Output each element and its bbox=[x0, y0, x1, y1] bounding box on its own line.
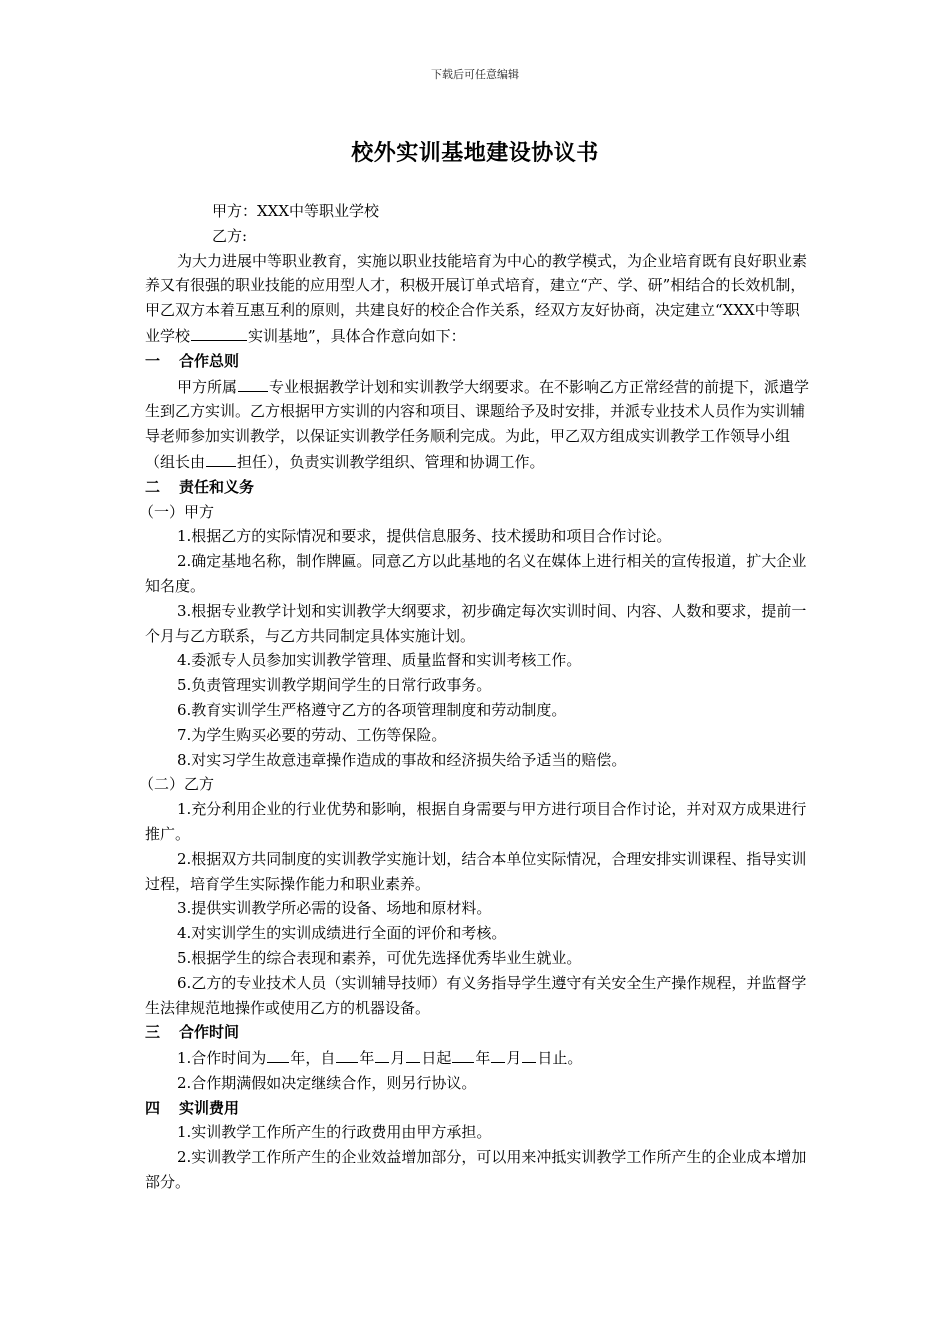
section-heading-1: 一 合作总则 bbox=[145, 351, 240, 370]
blank-start-month bbox=[375, 1045, 389, 1063]
subheading-party-a: （一）甲方 bbox=[139, 502, 215, 521]
intro-text-1: 为大力进展中等职业教育，实施以职业技能培育为中心的教学模式，为企业培育既有良好职业素养又有很强的职业技能的应用型人才，积极开展订单式培育，建立“产、学、研”相结合的长效机制，甲乙双方本着互惠互利的原则，共建良好的校企合作关系，经双方友好协商，决定建立“XXX中等职业学校 bbox=[145, 251, 808, 345]
blank-start-day bbox=[406, 1045, 420, 1063]
party-b: 乙方: bbox=[212, 226, 248, 245]
list-item: 4.对实训学生的实训成绩进行全面的评价和考核。 bbox=[177, 924, 507, 943]
blank-major bbox=[238, 374, 268, 392]
blank-leader bbox=[206, 449, 236, 467]
intro-paragraph bbox=[145, 249, 813, 349]
list-item: 2.根据双方共同制度的实训教学实施计划，结合本单位实际情况，合理安排实训课程、指导实训过程，培育学生实际操作能力和职业素养。 bbox=[145, 849, 807, 893]
list-item: 8.对实习学生故意违章操作造成的事故和经济损失给予适当的赔偿。 bbox=[177, 750, 627, 769]
list-item: 2.确定基地名称，制作牌匾。同意乙方以此基地的名义在媒体上进行相关的宣传报道，扩大企业知名度。 bbox=[145, 552, 807, 595]
blank-years bbox=[267, 1045, 289, 1063]
list-item: 2.合作期满假如决定继续合作，则另行协议。 bbox=[177, 1073, 477, 1092]
list-item: 1.实训教学工作所产生的行政费用由甲方承担。 bbox=[177, 1123, 492, 1142]
blank-base-name bbox=[191, 323, 247, 341]
list-item: 2.实训教学工作所产生的企业效益增加部分，可以用来冲抵实训教学工作所产生的企业成本增加部分。 bbox=[145, 1148, 807, 1192]
blank-start-year bbox=[336, 1045, 358, 1063]
header-note: 下载后可任意编辑 bbox=[431, 68, 519, 81]
party-a: 甲方：XXX中等职业学校 bbox=[212, 202, 380, 220]
section-heading-2: 二 责任和义务 bbox=[145, 477, 255, 496]
intro-text-2: 实训基地”，具体合作意向如下： bbox=[248, 326, 466, 345]
list-item: 4.委派专人员参加实训教学管理、质量监督和实训考核工作。 bbox=[177, 651, 582, 670]
list-item: 1.根据乙方的实际情况和要求，提供信息服务、技术援助和项目合作讨论。 bbox=[177, 527, 672, 546]
blank-end-year bbox=[452, 1045, 474, 1063]
blank-end-month bbox=[491, 1045, 505, 1063]
list-item: 5.根据学生的综合表现和素养，可优先选择优秀毕业生就业。 bbox=[177, 948, 582, 967]
list-item: 6.教育实训学生严格遵守乙方的各项管理制度和劳动制度。 bbox=[177, 700, 567, 719]
list-item: 6.乙方的专业技术人员（实训辅导技师）有义务指导学生遵守有关安全生产操作规程，并监督学生法律规范地操作或使用乙方的机器设备。 bbox=[145, 973, 807, 1017]
document-body bbox=[139, 199, 813, 1195]
subheading-party-b: （二）乙方 bbox=[139, 775, 215, 794]
list-item: 5.负责管理实训教学期间学生的日常行政事务。 bbox=[177, 676, 492, 695]
section-heading-3: 三 合作时间 bbox=[145, 1023, 240, 1042]
list-item: 7.为学生购买必要的劳动、工伤等保险。 bbox=[177, 725, 447, 744]
blank-end-day bbox=[522, 1045, 536, 1063]
list-item: 3.提供实训教学所必需的设备、场地和原材料。 bbox=[177, 899, 492, 918]
section-heading-4: 四 实训费用 bbox=[145, 1098, 240, 1117]
list-item: 1.充分利用企业的行业优势和影响，根据自身需要与甲方进行项目合作讨论，并对双方成果进行推广。 bbox=[145, 800, 807, 843]
document-title: 校外实训基地建设协议书 bbox=[351, 140, 599, 166]
list-item: 3.根据专业教学计划和实训教学大纲要求，初步确定每次实训时间、内容、人数和要求，提前一个月与乙方联系，与乙方共同制定具体实施计划。 bbox=[145, 601, 807, 645]
section-1-paragraph: 甲方所属 专业根据教学计划和实训教学大纲要求。在不影响乙方正常经营的前提下，派遣学生到乙方实训。乙方根据甲方实训的内容和项目、课题给予及时安排，并派专业技术人员作为实训辅导老师参加实训教学，以保证实训教学任务顺利完成。为此，甲乙双方组成实训教学工作领导小组（组长由 担任），负责实训教学组织、管理和协调工作。 bbox=[145, 374, 813, 475]
cooperation-period-item: 1.合作时间为 年，自 年 月 日起 年 月 日止。 bbox=[145, 1045, 813, 1071]
